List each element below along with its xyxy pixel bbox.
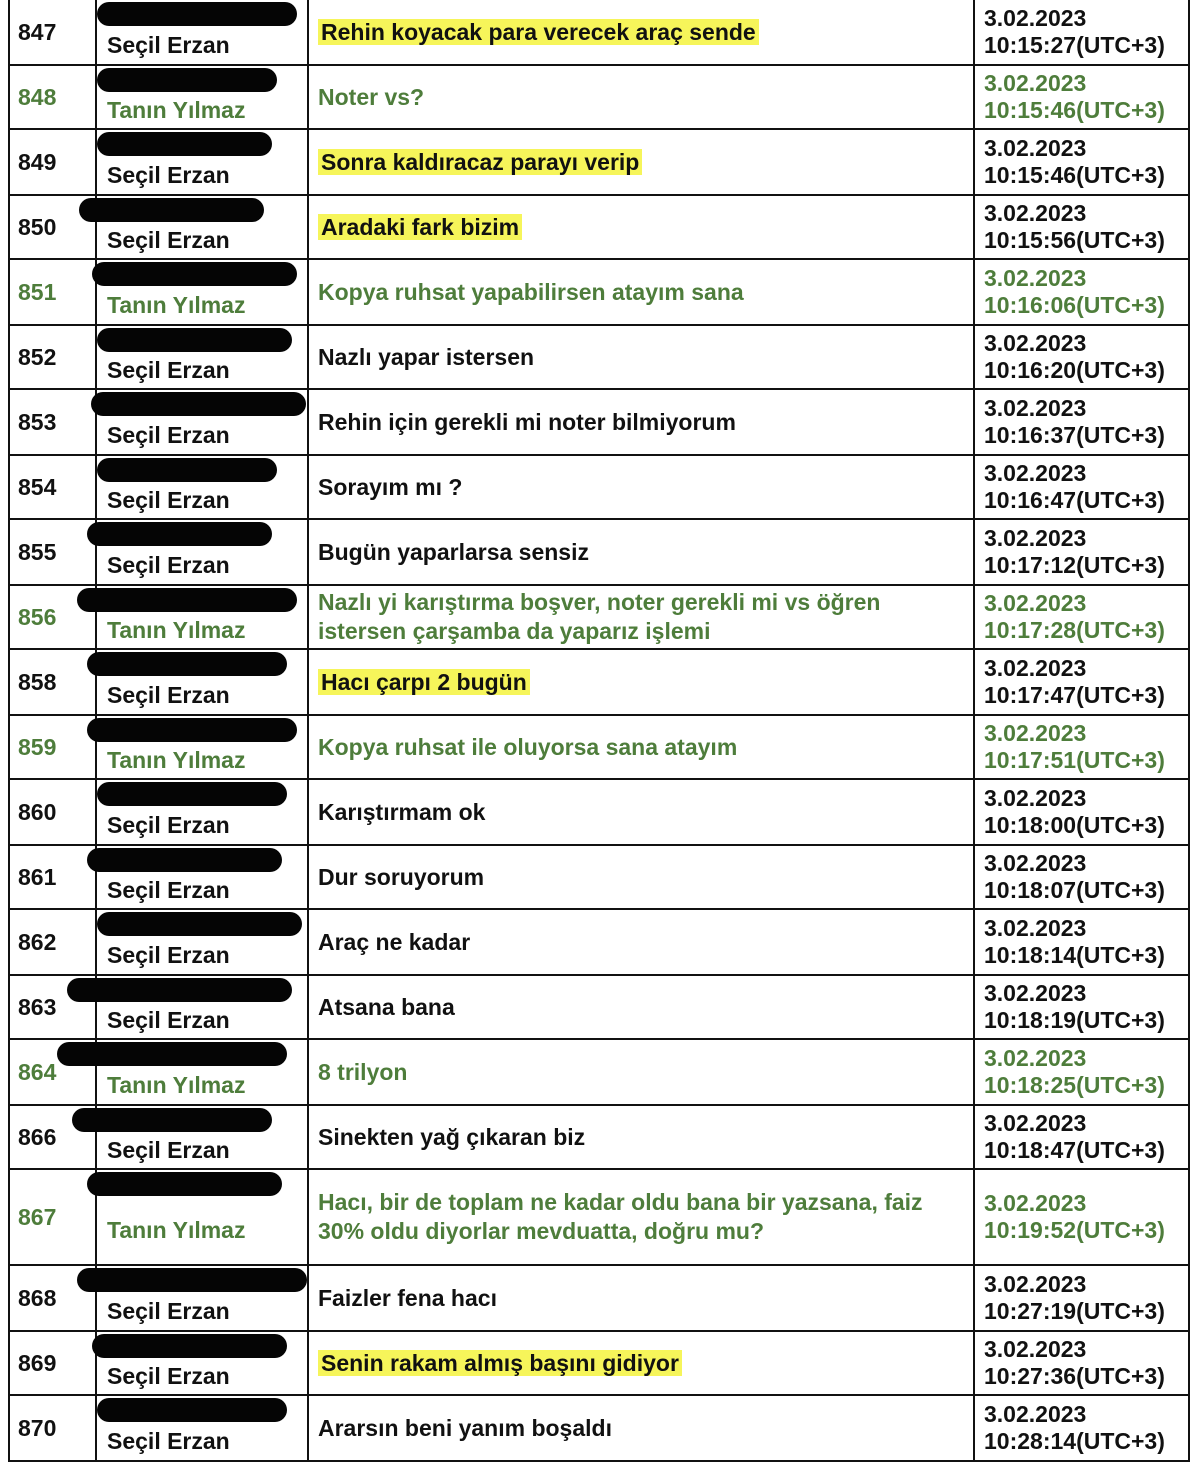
timestamp-cell <box>974 259 1189 325</box>
message-cell <box>308 455 974 519</box>
message-date: 3.02.2023 <box>984 1271 1087 1297</box>
row-number: 862 <box>9 909 96 975</box>
table-row <box>9 1039 1189 1105</box>
message-text: Hacı çarpı 2 bugün <box>318 669 530 695</box>
sender-name: Tanın Yılmaz <box>107 96 246 123</box>
message-date: 3.02.2023 <box>984 1401 1087 1427</box>
table-row <box>9 909 1189 975</box>
row-number: 869 <box>9 1331 96 1395</box>
table-row <box>9 1265 1189 1331</box>
timestamp-cell <box>974 1169 1189 1265</box>
row-number: 870 <box>9 1395 96 1461</box>
message-date: 3.02.2023 <box>984 525 1087 551</box>
sender-name: Seçil Erzan <box>107 1362 230 1389</box>
sender-name: Tanın Yılmaz <box>107 746 246 773</box>
timestamp-cell <box>974 779 1189 845</box>
sender-cell <box>96 1169 308 1265</box>
message-text: Sorayım mı ? <box>318 473 463 500</box>
row-number: 859 <box>9 715 96 779</box>
message-time: 10:18:25(UTC+3) <box>984 1072 1165 1098</box>
message-cell <box>308 1169 974 1265</box>
message-cell <box>308 1105 974 1169</box>
sender-cell <box>96 975 308 1039</box>
row-number: 866 <box>9 1105 96 1169</box>
message-text: Senin rakam almış başını gidiyor <box>318 1350 682 1376</box>
sender-cell <box>96 129 308 195</box>
message-text: Karıştırmam ok <box>318 798 486 825</box>
message-date: 3.02.2023 <box>984 1110 1087 1136</box>
message-time: 10:17:47(UTC+3) <box>984 682 1165 708</box>
sender-cell <box>96 0 308 65</box>
message-time: 10:18:07(UTC+3) <box>984 877 1165 903</box>
timestamp-cell <box>974 1395 1189 1461</box>
sender-cell <box>96 65 308 129</box>
message-cell <box>308 1331 974 1395</box>
message-time: 10:27:19(UTC+3) <box>984 1298 1165 1324</box>
table-row <box>9 1105 1189 1169</box>
message-date: 3.02.2023 <box>984 1190 1087 1216</box>
row-number: 863 <box>9 975 96 1039</box>
table-row <box>9 1169 1189 1265</box>
message-date: 3.02.2023 <box>984 850 1087 876</box>
message-date: 3.02.2023 <box>984 915 1087 941</box>
sender-cell <box>96 1105 308 1169</box>
message-text: Atsana bana <box>318 993 455 1020</box>
sender-name: Seçil Erzan <box>107 161 230 188</box>
timestamp-cell <box>974 65 1189 129</box>
row-number: 847 <box>9 0 96 65</box>
timestamp-cell <box>974 0 1189 65</box>
table-row <box>9 129 1189 195</box>
timestamp-cell <box>974 909 1189 975</box>
message-text: Faizler fena hacı <box>318 1284 497 1311</box>
table-row <box>9 519 1189 585</box>
message-time: 10:15:56(UTC+3) <box>984 227 1165 253</box>
message-time: 10:16:20(UTC+3) <box>984 357 1165 383</box>
message-cell <box>308 649 974 715</box>
sender-cell <box>96 1039 308 1105</box>
message-log-body <box>9 0 1189 1461</box>
message-cell <box>308 585 974 649</box>
message-date: 3.02.2023 <box>984 785 1087 811</box>
row-number: 868 <box>9 1265 96 1331</box>
timestamp-cell <box>974 585 1189 649</box>
sender-cell <box>96 1265 308 1331</box>
message-cell <box>308 1265 974 1331</box>
message-cell <box>308 195 974 259</box>
sender-name: Seçil Erzan <box>107 941 230 968</box>
message-cell <box>308 259 974 325</box>
message-date: 3.02.2023 <box>984 720 1087 746</box>
sender-name: Tanın Yılmaz <box>107 291 246 318</box>
message-time: 10:16:37(UTC+3) <box>984 422 1165 448</box>
message-date: 3.02.2023 <box>984 460 1087 486</box>
message-text: Rehin koyacak para verecek araç sende <box>318 19 759 45</box>
table-row <box>9 0 1189 65</box>
message-date: 3.02.2023 <box>984 655 1087 681</box>
table-row <box>9 195 1189 259</box>
timestamp-cell <box>974 195 1189 259</box>
sender-cell <box>96 519 308 585</box>
message-cell <box>308 909 974 975</box>
sender-name: Seçil Erzan <box>107 551 230 578</box>
message-date: 3.02.2023 <box>984 395 1087 421</box>
message-time: 10:17:12(UTC+3) <box>984 552 1165 578</box>
sender-name: Tanın Yılmaz <box>107 616 246 643</box>
message-time: 10:16:47(UTC+3) <box>984 487 1165 513</box>
message-time: 10:18:19(UTC+3) <box>984 1007 1165 1033</box>
message-date: 3.02.2023 <box>984 330 1087 356</box>
row-number: 848 <box>9 65 96 129</box>
message-date: 3.02.2023 <box>984 1045 1087 1071</box>
message-time: 10:17:28(UTC+3) <box>984 617 1165 643</box>
row-number: 853 <box>9 389 96 455</box>
timestamp-cell <box>974 1331 1189 1395</box>
message-text: Ararsın beni yanım boşaldı <box>318 1414 612 1441</box>
message-time: 10:15:46(UTC+3) <box>984 97 1165 123</box>
sender-cell <box>96 779 308 845</box>
sender-cell <box>96 585 308 649</box>
message-date: 3.02.2023 <box>984 1336 1087 1362</box>
sender-cell <box>96 1395 308 1461</box>
message-text: Nazlı yi karıştırma boşver, noter gerekli mi vs öğren istersen çarşamba da yaparız işlemi <box>318 589 881 644</box>
message-cell <box>308 845 974 909</box>
message-time: 10:27:36(UTC+3) <box>984 1363 1165 1389</box>
message-date: 3.02.2023 <box>984 200 1087 226</box>
sender-name: Seçil Erzan <box>107 421 230 448</box>
message-time: 10:18:47(UTC+3) <box>984 1137 1165 1163</box>
table-row <box>9 65 1189 129</box>
row-number: 858 <box>9 649 96 715</box>
message-time: 10:16:06(UTC+3) <box>984 292 1165 318</box>
timestamp-cell <box>974 649 1189 715</box>
table-row <box>9 259 1189 325</box>
timestamp-cell <box>974 519 1189 585</box>
message-date: 3.02.2023 <box>984 70 1087 96</box>
sender-cell <box>96 1331 308 1395</box>
timestamp-cell <box>974 715 1189 779</box>
timestamp-cell <box>974 1265 1189 1331</box>
message-cell <box>308 325 974 389</box>
message-time: 10:17:51(UTC+3) <box>984 747 1165 773</box>
sender-name: Seçil Erzan <box>107 1006 230 1033</box>
table-row <box>9 1331 1189 1395</box>
message-cell <box>308 65 974 129</box>
message-text: Kopya ruhsat ile oluyorsa sana atayım <box>318 733 738 760</box>
timestamp-cell <box>974 975 1189 1039</box>
table-row <box>9 1395 1189 1461</box>
sender-cell <box>96 325 308 389</box>
sender-name: Seçil Erzan <box>107 486 230 513</box>
message-time: 10:15:27(UTC+3) <box>984 32 1165 58</box>
message-cell <box>308 975 974 1039</box>
message-time: 10:28:14(UTC+3) <box>984 1428 1165 1454</box>
row-number: 856 <box>9 585 96 649</box>
message-text: Hacı, bir de toplam ne kadar oldu bana bir yazsana, faiz 30% oldu diyorlar mevduatta, doğru mu? <box>318 1189 923 1244</box>
sender-name: Seçil Erzan <box>107 226 230 253</box>
message-cell <box>308 129 974 195</box>
message-date: 3.02.2023 <box>984 135 1087 161</box>
message-cell <box>308 1039 974 1105</box>
message-date: 3.02.2023 <box>984 265 1087 291</box>
sender-name: Tanın Yılmaz <box>107 1216 246 1243</box>
row-number: 867 <box>9 1169 96 1265</box>
table-row <box>9 715 1189 779</box>
table-row <box>9 325 1189 389</box>
sender-cell <box>96 195 308 259</box>
sender-name: Seçil Erzan <box>107 811 230 838</box>
row-number: 852 <box>9 325 96 389</box>
table-row <box>9 585 1189 649</box>
sender-name: Seçil Erzan <box>107 681 230 708</box>
sender-cell <box>96 715 308 779</box>
sender-name: Tanın Yılmaz <box>107 1071 246 1098</box>
sender-name: Seçil Erzan <box>107 31 230 58</box>
table-row <box>9 975 1189 1039</box>
message-cell <box>308 779 974 845</box>
message-text: Aradaki fark bizim <box>318 214 522 240</box>
timestamp-cell <box>974 1105 1189 1169</box>
timestamp-cell <box>974 455 1189 519</box>
timestamp-cell <box>974 845 1189 909</box>
message-text: Sonra kaldıracaz parayı verip <box>318 149 642 175</box>
sender-cell <box>96 455 308 519</box>
message-date: 3.02.2023 <box>984 5 1087 31</box>
message-cell <box>308 389 974 455</box>
sender-name: Seçil Erzan <box>107 356 230 383</box>
message-time: 10:18:00(UTC+3) <box>984 812 1165 838</box>
message-date: 3.02.2023 <box>984 980 1087 1006</box>
sender-cell <box>96 259 308 325</box>
message-text: Kopya ruhsat yapabilirsen atayım sana <box>318 278 744 305</box>
sender-cell <box>96 845 308 909</box>
row-number: 864 <box>9 1039 96 1105</box>
row-number: 851 <box>9 259 96 325</box>
timestamp-cell <box>974 129 1189 195</box>
sender-name: Seçil Erzan <box>107 1427 230 1454</box>
message-text: Rehin için gerekli mi noter bilmiyorum <box>318 408 736 435</box>
message-date: 3.02.2023 <box>984 590 1087 616</box>
table-row <box>9 779 1189 845</box>
message-cell <box>308 715 974 779</box>
row-number: 854 <box>9 455 96 519</box>
table-row <box>9 389 1189 455</box>
timestamp-cell <box>974 1039 1189 1105</box>
sender-name: Seçil Erzan <box>107 1297 230 1324</box>
message-text: Noter vs? <box>318 83 425 110</box>
row-number: 861 <box>9 845 96 909</box>
row-number: 849 <box>9 129 96 195</box>
message-text: Nazlı yapar istersen <box>318 343 535 370</box>
message-cell <box>308 1395 974 1461</box>
timestamp-cell <box>974 389 1189 455</box>
message-text: 8 trilyon <box>318 1058 408 1085</box>
sender-name: Seçil Erzan <box>107 876 230 903</box>
message-text: Araç ne kadar <box>318 928 471 955</box>
row-number: 860 <box>9 779 96 845</box>
sender-cell <box>96 909 308 975</box>
message-log-table <box>8 0 1190 1462</box>
message-cell <box>308 519 974 585</box>
sender-cell <box>96 389 308 455</box>
message-cell <box>308 0 974 65</box>
sender-name: Seçil Erzan <box>107 1136 230 1163</box>
message-time: 10:19:52(UTC+3) <box>984 1217 1165 1243</box>
message-text: Dur soruyorum <box>318 863 485 890</box>
row-number: 855 <box>9 519 96 585</box>
message-text: Sinekten yağ çıkaran biz <box>318 1123 586 1150</box>
table-row <box>9 649 1189 715</box>
message-time: 10:15:46(UTC+3) <box>984 162 1165 188</box>
row-number: 850 <box>9 195 96 259</box>
sender-cell <box>96 649 308 715</box>
table-row <box>9 455 1189 519</box>
timestamp-cell <box>974 325 1189 389</box>
message-time: 10:18:14(UTC+3) <box>984 942 1165 968</box>
message-text: Bugün yaparlarsa sensiz <box>318 538 589 565</box>
table-row <box>9 845 1189 909</box>
